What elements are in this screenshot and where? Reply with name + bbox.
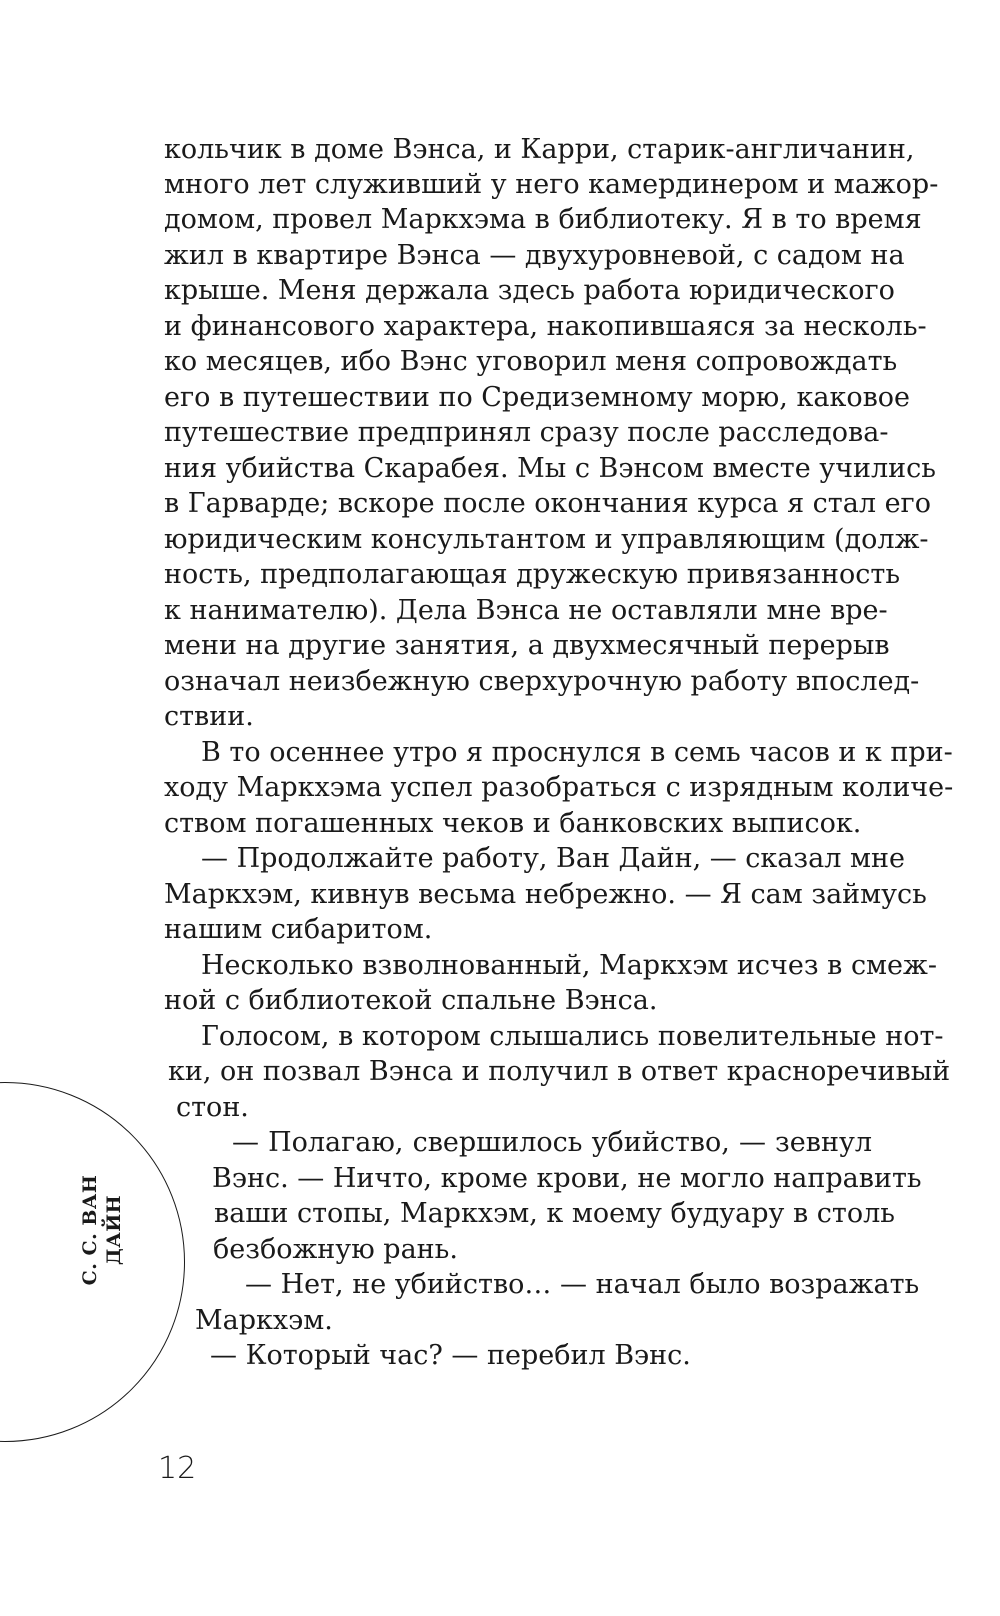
text-line: мени на другие занятия, а двухмесячный перерыв	[164, 630, 890, 661]
text-line: крыше. Меня держала здесь работа юридического	[164, 275, 895, 306]
text-line: юридическим консультантом и управляющим (долж-	[164, 524, 929, 555]
text-line: Несколько взволнованный, Маркхэм исчез в смеж-	[201, 950, 938, 981]
text-line: путешествие предпринял сразу после расследова-	[164, 417, 889, 448]
text-line: ки, он позвал Вэнса и получил в ответ красноречивый	[168, 1056, 951, 1087]
text-line: означал неизбежную сверхурочную работу впослед-	[164, 666, 920, 697]
text-line: Голосом, в котором слышались повелительные нот-	[201, 1021, 944, 1052]
running-head-author	[52, 1165, 152, 1295]
text-line: к нанимателю). Дела Вэнса не оставляли мне вре-	[164, 595, 888, 626]
text-line: и финансового характера, накопившаяся за несколь-	[164, 311, 927, 342]
text-line: — Который час? — перебил Вэнс.	[210, 1340, 691, 1371]
text-line: ствии.	[164, 701, 254, 732]
text-line: его в путешествии по Средиземному морю, каковое	[164, 382, 911, 413]
text-line: стон.	[176, 1092, 249, 1123]
text-line: ходу Маркхэма успел разобраться с изрядным количе-	[164, 772, 954, 803]
author-name-line-2: ДАЙН	[103, 1194, 125, 1266]
text-line: ния убийства Скарабея. Мы с Вэнсом вместе учились	[164, 453, 936, 484]
text-line: нашим сибаритом.	[164, 914, 433, 945]
text-line: ством погашенных чеков и банковских выписок.	[164, 808, 862, 839]
text-line: — Продолжайте работу, Ван Дайн, — сказал мне	[201, 843, 905, 874]
text-line: ность, предполагающая дружескую привязанность	[164, 559, 901, 590]
author-name-line-1: С. С. ВАН	[79, 1174, 101, 1286]
text-line: ваши стопы, Маркхэм, к моему будуару в столь	[214, 1198, 895, 1229]
text-line: в Гарварде; вскоре после окончания курса я стал его	[164, 488, 931, 519]
text-line: Маркхэм, кивнув весьма небрежно. — Я сам займусь	[164, 879, 927, 910]
text-line: — Полагаю, свершилось убийство, — зевнул	[232, 1127, 872, 1158]
text-line: ко месяцев, ибо Вэнс уговорил меня сопровождать	[164, 346, 898, 377]
text-line: безбожную рань.	[213, 1234, 458, 1265]
author-name	[78, 1175, 126, 1286]
text-line: Маркхэм.	[195, 1305, 333, 1336]
text-line: В то осеннее утро я проснулся в семь часов и к при-	[201, 737, 953, 768]
text-line: домом, провел Маркхэма в библиотеку. Я в то время	[164, 204, 922, 235]
text-line: — Нет, не убийство… — начал было возражать	[245, 1269, 920, 1300]
text-line: ной с библиотекой спальне Вэнса.	[164, 985, 658, 1016]
page-number: 12	[158, 1451, 197, 1486]
text-line: Вэнс. — Ничто, кроме крови, не могло направить	[212, 1163, 922, 1194]
text-line: много лет служивший у него камердинером и мажор-	[164, 169, 939, 200]
text-line: жил в квартире Вэнса — двухуровневой, с садом на	[164, 240, 905, 271]
text-line: кольчик в доме Вэнса, и Карри, старик-англичанин,	[164, 134, 915, 165]
